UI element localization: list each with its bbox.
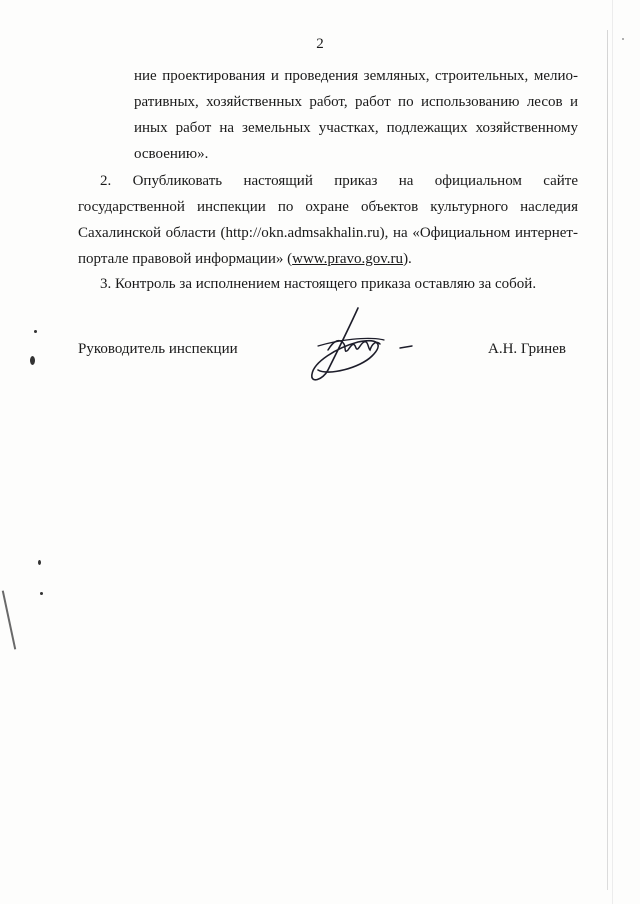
signatory-name: А.Н. Гринев: [488, 341, 566, 357]
handwritten-signature: [288, 300, 428, 390]
scan-edge-line: [607, 30, 608, 890]
text-line: 2. Опубликовать настоящий приказ на официальном сайте: [100, 173, 578, 189]
text-fragment: портале правовой информации» (: [78, 251, 293, 267]
text-line: государственной инспекции по охране объектов культурного наследия: [78, 199, 578, 215]
signatory-position: Руководитель инспекции: [78, 341, 238, 357]
scan-speck: [40, 592, 43, 595]
scan-speck: [34, 330, 37, 333]
text-line: Сахалинской области (http://okn.admsakhalin.ru), на «Официальном интернет-: [78, 225, 578, 241]
text-line: ние проектирования и проведения земляных, строительных, мелио-: [134, 68, 578, 84]
item-3-paragraph: 3. Контроль за исполнением настоящего приказа оставляю за собой.: [100, 276, 537, 292]
item-2-paragraph: [78, 168, 578, 272]
scan-left-artifact: [2, 590, 16, 649]
text-line-with-link: [78, 246, 578, 272]
scan-edge-line-faint: [612, 0, 613, 904]
scan-speck: [30, 356, 35, 365]
pravo-link[interactable]: www.pravo.gov.ru: [292, 251, 404, 267]
text-fragment: ).: [403, 251, 412, 267]
scan-speck: [38, 560, 41, 565]
text-line: освоению».: [134, 146, 209, 162]
page-number: 2: [316, 36, 324, 52]
text-line: иных работ на земельных участках, подлежащих хозяйственному: [134, 120, 578, 136]
paragraph-continuation: [134, 63, 578, 167]
text-line: ративных, хозяйственных работ, работ по использованию лесов и: [134, 94, 578, 110]
